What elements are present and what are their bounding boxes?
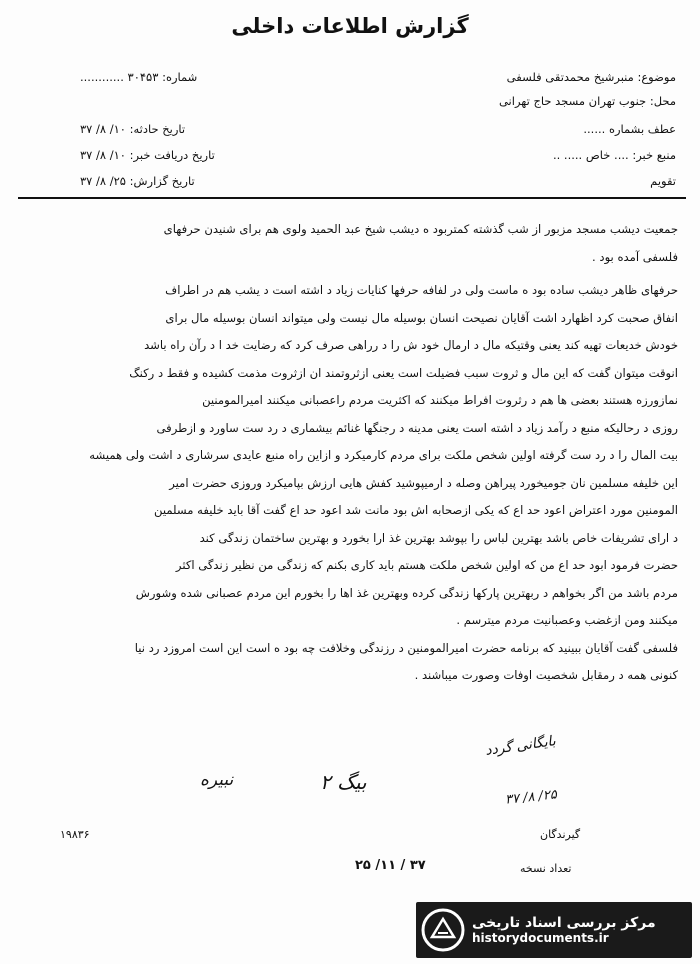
body-line: کنونی همه د رمقابل شخصیت اوفات وصورت میباشند .: [414, 668, 678, 682]
watermark: [416, 902, 692, 958]
body-line: فلسفی گفت آقایان ببینید که برنامه حضرت امیرالمومنین د رزندگی وخلافت چه بود ه است این است امروزد رد نیا: [134, 640, 678, 655]
body-line: این خلیفه مسلمین نان جومیخورد پیراهن وصله د ارمیپوشید کفش هایی ارزش بپامیکرد وروزی حضرت امیر: [169, 475, 678, 490]
body-line: حرفهای ظاهر دیشب ساده بود ه ماست ولی در لفافه حرفها کنایات زیاد د اشته است د یشب هم در اطراف: [165, 283, 678, 297]
report-body: [18, 216, 678, 690]
body-line: روزی د رحالیکه منبع د رآمد زیاد د اشته است یعنی مدینه د رجنگها غنائم بیشماری د رد ست ساورد و ازطرفی: [156, 420, 678, 435]
document-title: گزارش اطلاعات داخلی: [231, 14, 469, 38]
header-subject: موضوع: منبرشیخ محمدتقی فلسفی: [506, 70, 676, 84]
date-stamp: ۳۷ / ۱۱/ ۲۵: [355, 858, 426, 873]
signature-3: بایگانی گردد: [484, 733, 557, 759]
watermark-english: historydocuments.ir: [472, 931, 609, 945]
header-source: منبع خبر: .... خاص ..... ..: [552, 148, 676, 162]
header-reference: عطف بشماره ......: [583, 122, 676, 136]
body-line: حضرت فرمود ابود حد اع من که اولین شخص ملکت هستم باید کاری بکنم که زندگی من نظیر زندگی اکثر: [175, 558, 678, 572]
body-line: المومنین مورد اعتراض اعود حد اع که یکی ازصحابه اش بود مانت شد اعود حد اع گفت آقا باید خلیفه مسلمین: [154, 503, 678, 517]
copies-label: تعداد نسخه: [520, 862, 572, 875]
header-incident-date: تاریخ حادثه: ۱۰/ ۸/ ۳۷: [80, 122, 186, 136]
header-location: محل: جنوب تهران مسجد حاج تهرانی: [498, 94, 676, 108]
header-divider: [18, 197, 686, 199]
archive-logo-icon: [420, 907, 466, 953]
header-report-date: تاریخ گزارش: ۲۵/ ۸/ ۳۷: [80, 174, 195, 188]
body-line: بیت المال را د رد ست گرفته اولین شخص ملکت برای مردم کارمیکرد و ازاین راه منبع عایدی سرشاری د اشت ولی همیشه: [89, 448, 678, 462]
body-line: میکنند ومن ازغضب وعصبانیت مردم میترسم .: [456, 613, 678, 627]
watermark-persian: مرکز بررسی اسناد تاریخی: [472, 915, 656, 931]
body-line: نمازورزه هستند بعضی ها هم د رثروت افراط میکنند که اکثریت مردم راعصبانی میکنند امیرالمومنین: [202, 393, 678, 407]
signature-date: ۲۵/ ۸/ ۳۷: [504, 787, 558, 808]
header-number: شماره: ۳۰۴۵۳ ............: [80, 70, 198, 84]
body-line: مردم باشد من اگر بخواهم د ربهترین پارکها زندگی کرده وبهترین غذ اها را بخورم این مردم عصبانی شده وشورش: [135, 585, 678, 600]
body-line: خودش خدیعات تهیه کند یعنی وقتیکه مال د ارمال خود ش را د رراهی صرف کرد که رضایت خد ا د رآن راه باشد: [144, 338, 678, 352]
signature-1: بیگ ۲: [320, 770, 367, 794]
signature-2: نبیره: [200, 770, 234, 790]
body-line: د ارای تشریفات خاص باشد بهترین لباس را بپوشد بهترین غذ ارا بخورد و بهترین ساختمان زندگی کند: [199, 530, 678, 545]
body-line: انوقت میتوان گفت که این مال و ثروت سبب فضیلت است یعنی ازثروتمند ان ازثروت مذمت کشیده و فقط د رکنگ: [129, 365, 678, 380]
body-line: جمعیت دیشب مسجد مزبور از شب گذشته کمتربود ه دیشب شیخ عبد الحمید ولوی هم برای شنیدن حرفهای: [163, 222, 678, 236]
header-calendar: تقویم: [650, 174, 676, 188]
header-received-date: تاریخ دریافت خبر: ۱۰/ ۸/ ۳۷: [80, 148, 215, 162]
reference-number: ۱۹۸۳۶: [60, 828, 90, 841]
recipients-label: گیرندگان: [540, 828, 581, 841]
body-line: فلسفی آمده بود .: [592, 249, 678, 264]
body-line: انفاق صحبت کرد اظهارد اشت آقایان نصیحت انسان بوسیله مال نیست ولی میتواند انسان بوسیله مال برای: [165, 310, 678, 325]
